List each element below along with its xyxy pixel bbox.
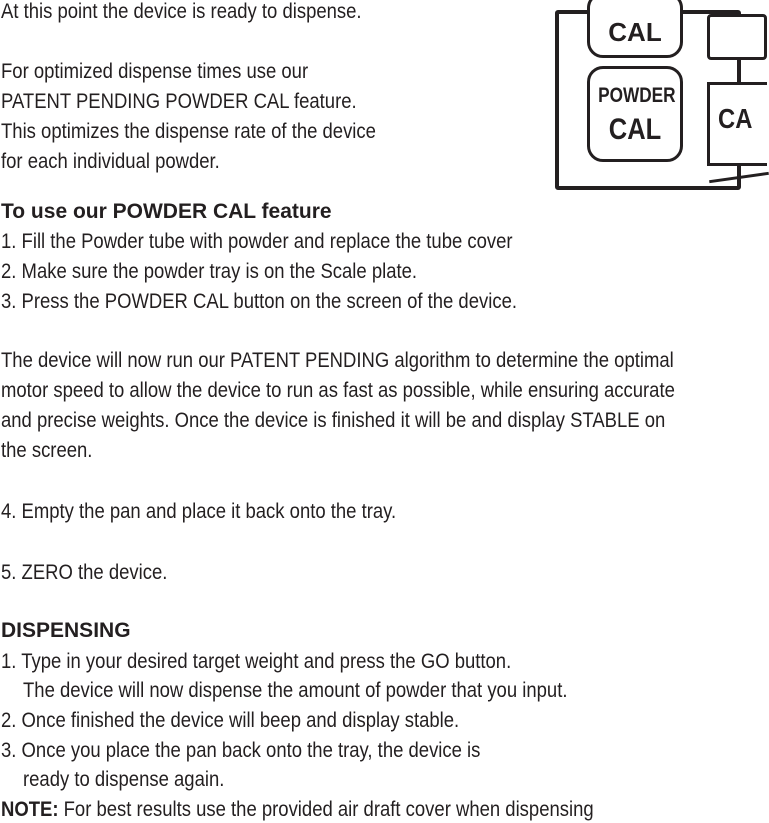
powder-cal-heading: To use our POWDER CAL feature (1, 200, 332, 223)
cal-key-label: CAL (608, 17, 662, 47)
dispensing-step-3: 3. Once you place the pan back onto the tray, the device is (1, 739, 481, 762)
device-screen-illustration (555, 10, 753, 190)
device-edge-line (709, 172, 769, 183)
powder-cal-step-1: 1. Fill the Powder tube with powder and replace the tube cover (1, 230, 513, 253)
side-key-top-illustration (707, 14, 767, 60)
powder-cal-step-5: 5. ZERO the device. (1, 561, 168, 584)
powder-cal-step-2: 2. Make sure the powder tray is on the Scale plate. (1, 260, 418, 283)
algorithm-paragraph-line-2: motor speed to allow the device to run as fast as possible, while ensuring accurate (1, 379, 675, 402)
intro-line-4: This optimizes the dispense rate of the device (1, 120, 376, 143)
dispensing-step-2: 2. Once finished the device will beep and display stable. (1, 709, 460, 732)
intro-line-3: PATENT PENDING POWDER CAL feature. (1, 90, 357, 113)
note-label: NOTE: (1, 798, 59, 821)
powder-cal-step-4: 4. Empty the pan and place it back onto the tray. (1, 500, 397, 523)
algorithm-paragraph-line-1: The device will now run our PATENT PENDING algorithm to determine the optimal (1, 349, 674, 372)
intro-line-5: for each individual powder. (1, 150, 220, 173)
dispensing-step-3-continued: ready to dispense again. (23, 768, 225, 791)
dispensing-heading: DISPENSING (1, 619, 131, 642)
algorithm-paragraph-line-3: and precise weights. Once the device is finished it will be and display STABLE on (1, 409, 666, 432)
powder-cal-key-big-label: CAL (608, 113, 662, 146)
side-key-illustration (707, 82, 767, 166)
powder-cal-key-illustration (587, 66, 683, 162)
dispensing-step-1-continued: The device will now dispense the amount of powder that you input. (23, 679, 568, 702)
algorithm-paragraph-line-4: the screen. (1, 439, 93, 462)
intro-line-1: At this point the device is ready to dispense. (1, 0, 362, 23)
intro-line-2: For optimized dispense times use our (1, 60, 309, 83)
note-line (1, 797, 594, 822)
note-text: For best results use the provided air draft cover when dispensing (58, 798, 594, 821)
side-key-label: CA (718, 103, 753, 134)
powder-cal-step-3: 3. Press the POWDER CAL button on the screen of the device. (1, 290, 517, 313)
cal-key-illustration (587, 0, 683, 58)
dispensing-step-1: 1. Type in your desired target weight and press the GO button. (1, 650, 512, 673)
powder-cal-key-small-label: POWDER (598, 84, 676, 107)
